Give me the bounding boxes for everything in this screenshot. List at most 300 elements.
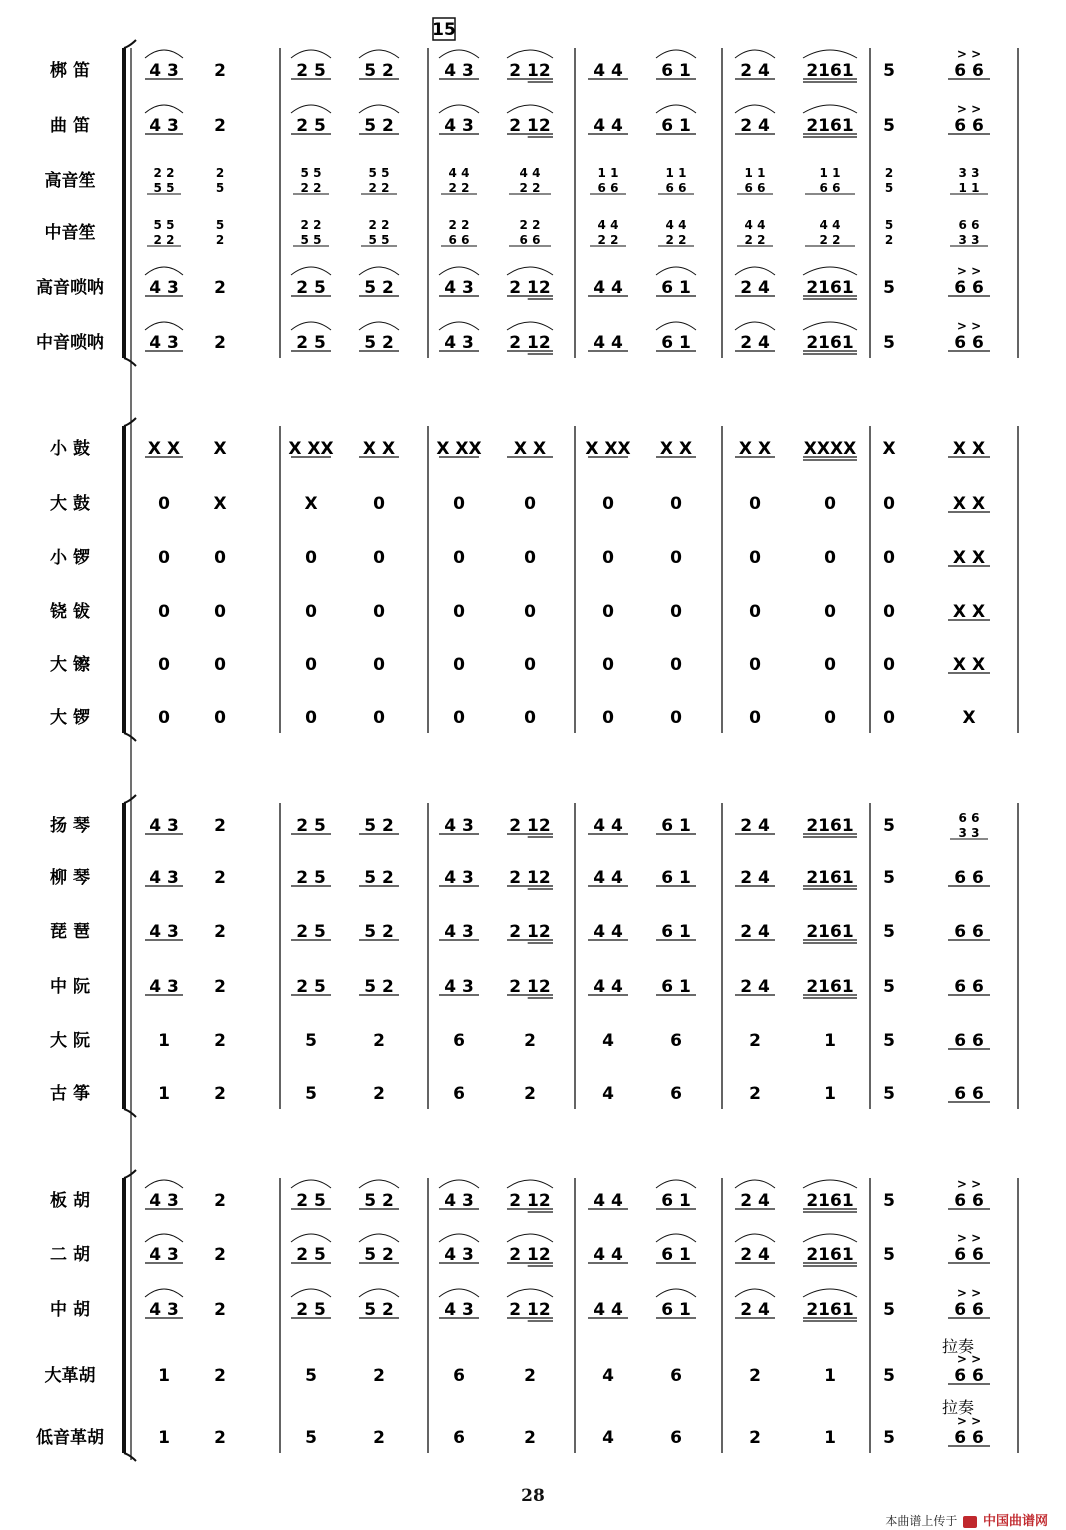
note-cell: 0 [749, 602, 761, 622]
note-cell: 4 4 [593, 116, 623, 136]
note-cell: 2161 [806, 116, 854, 136]
note-chord-upper: 5 5 [368, 166, 390, 180]
note-cell: 2 5 [296, 922, 326, 942]
note-cell: 2 [214, 922, 226, 942]
note-cell: 2 [214, 278, 226, 298]
note-cell: 5 [883, 278, 895, 298]
note-cell: 0 [305, 548, 317, 568]
accent-marks: > > [956, 1414, 982, 1428]
note-cell: 6 6 [954, 61, 984, 81]
note-cell: X XX [585, 439, 631, 459]
instrument-name: 二 胡 [50, 1245, 90, 1265]
note-cell: 0 [749, 548, 761, 568]
note-chord-upper: 1 1 [744, 166, 766, 180]
slur [507, 267, 553, 275]
slur [145, 322, 183, 330]
note-cell: 0 [158, 708, 170, 728]
note-cell: 0 [824, 494, 836, 514]
note-cell: X X [362, 439, 396, 459]
note-cell: 2 [214, 116, 226, 136]
note-cell: 0 [453, 655, 465, 675]
note-chord-upper: 5 5 [153, 218, 175, 232]
accent-marks: > > [956, 1352, 982, 1366]
note-cell: 0 [670, 655, 682, 675]
note-cell: 2 5 [296, 116, 326, 136]
instrument-name: 柳 琴 [50, 868, 90, 888]
note-cell: 5 [883, 1191, 895, 1211]
note-cell: 2 4 [740, 816, 770, 836]
note-cell: X [213, 439, 227, 459]
instrument-row [36, 1414, 990, 1448]
slur [735, 1234, 775, 1242]
note-cell: 2161 [806, 278, 854, 298]
note-cell: X X [513, 439, 547, 459]
slur [291, 1289, 331, 1297]
note-cell: 0 [373, 602, 385, 622]
note-cell: XXXX [803, 439, 857, 459]
instrument-group [36, 40, 1018, 366]
note-chord-upper: 6 6 [958, 218, 980, 232]
note-cell: 0 [749, 708, 761, 728]
note-cell: 0 [373, 708, 385, 728]
note-cell: 6 [453, 1428, 465, 1448]
note-cell: 4 4 [593, 977, 623, 997]
note-cell: X X [952, 494, 986, 514]
instrument-name: 中音唢呐 [36, 333, 104, 353]
note-cell: 5 [305, 1428, 317, 1448]
note-cell: 6 [670, 1366, 682, 1386]
slur [359, 267, 399, 275]
note-cell: 2 12 [509, 1191, 551, 1211]
note-cell: 2 4 [740, 278, 770, 298]
note-chord-upper: 5 5 [300, 166, 322, 180]
note-cell: 2161 [806, 1191, 854, 1211]
note-cell: 0 [158, 655, 170, 675]
note-cell: 2 5 [296, 61, 326, 81]
instrument-row [50, 47, 990, 82]
note-chord-lower: 5 [884, 181, 894, 195]
note-cell: 2 [524, 1366, 536, 1386]
instrument-row [50, 707, 976, 728]
note-cell: 4 3 [444, 278, 474, 298]
note-cell: 0 [602, 548, 614, 568]
note-chord-lower: 2 2 [819, 233, 841, 247]
note-cell: 2 4 [740, 333, 770, 353]
note-cell: X X [952, 439, 986, 459]
note-cell: 6 1 [661, 116, 691, 136]
note-cell: 0 [602, 655, 614, 675]
slur [291, 50, 331, 58]
note-cell: 5 2 [364, 816, 394, 836]
note-cell: 1 [158, 1366, 170, 1386]
note-cell: 2 [214, 1245, 226, 1265]
instrument-row [50, 811, 988, 840]
note-cell: 2161 [806, 868, 854, 888]
instrument-name: 大 镲 [50, 655, 90, 675]
note-cell: 0 [158, 494, 170, 514]
note-chord-lower: 2 2 [519, 181, 541, 195]
note-cell: 6 [453, 1084, 465, 1104]
note-cell: 2 [214, 868, 226, 888]
note-cell: 6 6 [954, 1300, 984, 1320]
note-cell: 0 [305, 708, 317, 728]
note-cell: 0 [883, 494, 895, 514]
note-cell: 2 [214, 1300, 226, 1320]
instrument-name: 板 胡 [50, 1191, 90, 1211]
note-cell: 4 3 [149, 868, 179, 888]
slur [735, 1180, 775, 1188]
rehearsal-mark [432, 18, 456, 40]
note-cell: 6 6 [954, 1428, 984, 1448]
note-cell: 0 [883, 602, 895, 622]
instrument-name: 琵 琶 [50, 922, 90, 942]
note-chord-lower: 5 5 [153, 181, 175, 195]
note-cell: 4 3 [444, 1191, 474, 1211]
instrument-name: 大革胡 [44, 1366, 96, 1386]
slur [507, 1289, 553, 1297]
slur [803, 50, 857, 58]
note-cell: 6 6 [954, 1191, 984, 1211]
note-cell: 0 [524, 548, 536, 568]
note-chord-upper: 1 1 [819, 166, 841, 180]
note-cell: X X [147, 439, 181, 459]
note-chord-lower: 3 3 [958, 233, 980, 247]
note-cell: 6 6 [954, 116, 984, 136]
instrument-row [36, 319, 990, 354]
note-cell: 5 2 [364, 278, 394, 298]
note-cell: 2 [214, 1191, 226, 1211]
bracket-hook [124, 795, 136, 803]
instrument-name: 大 阮 [50, 1031, 90, 1051]
note-cell: X X [952, 655, 986, 675]
note-cell: 4 3 [149, 816, 179, 836]
note-cell: 6 6 [954, 1366, 984, 1386]
note-cell: 2 [214, 1084, 226, 1104]
slur [291, 322, 331, 330]
note-cell: 0 [373, 548, 385, 568]
instrument-name: 曲 笛 [50, 116, 90, 136]
slur [145, 1289, 183, 1297]
note-cell: 0 [524, 655, 536, 675]
note-cell: 4 3 [149, 1191, 179, 1211]
note-cell: 4 3 [444, 1300, 474, 1320]
instrument-group [50, 795, 1018, 1117]
note-cell: 2 12 [509, 333, 551, 353]
note-cell: X [304, 494, 318, 514]
note-cell: X [962, 708, 976, 728]
slur [507, 322, 553, 330]
accent-marks: > > [956, 264, 982, 278]
note-cell: 2 [214, 816, 226, 836]
slur [145, 1180, 183, 1188]
note-cell: 0 [453, 548, 465, 568]
bracket-hook [124, 358, 136, 366]
note-cell: 6 6 [954, 278, 984, 298]
note-cell: 4 3 [444, 1245, 474, 1265]
note-cell: 1 [158, 1428, 170, 1448]
note-chord-upper: 4 4 [665, 218, 687, 232]
site-logo-icon [963, 1516, 977, 1528]
note-cell: 5 [883, 333, 895, 353]
note-cell: 5 [883, 116, 895, 136]
note-cell: 0 [214, 602, 226, 622]
note-chord-upper: 4 4 [597, 218, 619, 232]
note-cell: 2 [749, 1428, 761, 1448]
instrument-row [45, 218, 989, 247]
note-chord-lower: 3 3 [958, 826, 980, 840]
note-chord-upper: 1 1 [665, 166, 687, 180]
note-cell: 4 3 [149, 1300, 179, 1320]
note-cell: 2 5 [296, 333, 326, 353]
note-cell: 4 3 [149, 1245, 179, 1265]
note-chord-lower: 2 2 [368, 181, 390, 195]
instrument-name: 铙 钹 [50, 602, 90, 622]
note-cell: 4 3 [444, 977, 474, 997]
note-cell: 5 [883, 1031, 895, 1051]
instrument-name: 中 胡 [50, 1300, 90, 1320]
note-cell: 5 2 [364, 116, 394, 136]
note-chord-lower: 1 1 [958, 181, 980, 195]
note-chord-upper: 5 [884, 218, 894, 232]
note-cell: 0 [524, 708, 536, 728]
bracket-hook [124, 40, 136, 48]
page-number: 28 [521, 1486, 545, 1506]
note-cell: 2 4 [740, 116, 770, 136]
note-chord-lower: 2 2 [597, 233, 619, 247]
note-cell: 6 1 [661, 922, 691, 942]
note-cell: 5 2 [364, 868, 394, 888]
note-chord-lower: 6 6 [448, 233, 470, 247]
note-cell: 4 [602, 1084, 614, 1104]
note-cell: 0 [670, 494, 682, 514]
note-cell: 0 [305, 602, 317, 622]
note-cell: 2 [373, 1084, 385, 1104]
slur [145, 50, 183, 58]
note-cell: 1 [824, 1031, 836, 1051]
instrument-row [50, 1083, 990, 1104]
note-cell: 0 [883, 708, 895, 728]
note-chord-lower: 2 [884, 233, 894, 247]
slur [439, 322, 479, 330]
footer-credit [885, 1510, 1048, 1529]
note-cell: 6 [453, 1031, 465, 1051]
note-cell: 2 [524, 1084, 536, 1104]
note-cell: 5 [883, 1245, 895, 1265]
note-cell: 2 [373, 1031, 385, 1051]
note-cell: 2 12 [509, 1245, 551, 1265]
note-cell: 5 2 [364, 977, 394, 997]
note-cell: 2 4 [740, 868, 770, 888]
note-cell: 6 [670, 1084, 682, 1104]
note-chord-upper: 1 1 [597, 166, 619, 180]
note-cell: 5 [883, 868, 895, 888]
note-cell: 4 4 [593, 1191, 623, 1211]
note-cell: 5 [305, 1084, 317, 1104]
note-cell: 6 1 [661, 61, 691, 81]
note-cell: 6 [453, 1366, 465, 1386]
note-chord-lower: 2 2 [665, 233, 687, 247]
note-cell: 5 [883, 922, 895, 942]
note-cell: 2 4 [740, 922, 770, 942]
slur [359, 1289, 399, 1297]
accent-marks: > > [956, 1231, 982, 1245]
note-chord-upper: 4 4 [819, 218, 841, 232]
slur [439, 50, 479, 58]
note-cell: 5 [883, 1428, 895, 1448]
note-cell: 4 4 [593, 1245, 623, 1265]
slur [656, 1180, 696, 1188]
note-cell: X X [738, 439, 772, 459]
note-cell: 2 5 [296, 278, 326, 298]
note-cell: 0 [305, 655, 317, 675]
note-cell: 5 2 [364, 1245, 394, 1265]
note-cell: 2 [214, 1031, 226, 1051]
note-cell: 1 [158, 1031, 170, 1051]
note-cell: 6 [670, 1031, 682, 1051]
note-cell: 2 [214, 977, 226, 997]
note-cell: 0 [883, 655, 895, 675]
note-chord-upper: 2 2 [368, 218, 390, 232]
note-chord-upper: 4 4 [448, 166, 470, 180]
note-cell: 5 [305, 1366, 317, 1386]
instrument-row [50, 493, 990, 514]
note-cell: 1 [824, 1084, 836, 1104]
note-cell: 4 3 [149, 977, 179, 997]
playing-instruction: 拉奏 [941, 1337, 975, 1356]
note-chord-upper: 2 2 [519, 218, 541, 232]
instrument-row [50, 438, 990, 460]
instrument-name: 低音革胡 [36, 1428, 104, 1448]
note-cell: 2 12 [509, 61, 551, 81]
note-cell: 4 4 [593, 868, 623, 888]
note-cell: 4 3 [149, 278, 179, 298]
note-cell: 2 5 [296, 977, 326, 997]
note-cell: X [213, 494, 227, 514]
instrument-name: 中音笙 [44, 223, 96, 243]
slur [803, 105, 857, 113]
note-cell: 0 [824, 548, 836, 568]
note-cell: 2 12 [509, 278, 551, 298]
note-cell: 2 4 [740, 977, 770, 997]
instrument-row [50, 601, 990, 622]
slur [291, 267, 331, 275]
note-chord-lower: 5 5 [368, 233, 390, 247]
slur [439, 1289, 479, 1297]
instrument-name: 高音笙 [44, 171, 96, 191]
slur [803, 267, 857, 275]
note-cell: 2 5 [296, 1300, 326, 1320]
slur [656, 322, 696, 330]
note-cell: 6 6 [954, 977, 984, 997]
playing-instruction: 拉奏 [941, 1398, 975, 1417]
note-cell: 2 [524, 1428, 536, 1448]
slur [291, 1180, 331, 1188]
instrument-name: 古 筝 [50, 1084, 90, 1104]
note-chord-lower: 5 5 [300, 233, 322, 247]
note-cell: 6 6 [954, 922, 984, 942]
instrument-row [45, 1352, 991, 1386]
instrument-row [50, 1177, 990, 1212]
note-chord-upper: 3 3 [958, 166, 980, 180]
note-cell: 4 3 [444, 922, 474, 942]
note-chord-lower: 2 2 [300, 181, 322, 195]
note-cell: 6 6 [954, 1031, 984, 1051]
bracket-hook [124, 1170, 136, 1178]
note-cell: 2 4 [740, 61, 770, 81]
note-cell: X X [659, 439, 693, 459]
note-cell: 4 4 [593, 1300, 623, 1320]
note-cell: 2 12 [509, 1300, 551, 1320]
slur [507, 1234, 553, 1242]
note-cell: 4 3 [149, 922, 179, 942]
note-cell: 4 3 [149, 61, 179, 81]
slur [439, 105, 479, 113]
note-cell: 2 12 [509, 868, 551, 888]
note-chord-upper: 2 [215, 166, 225, 180]
note-cell: 0 [373, 655, 385, 675]
bracket-hook [124, 1453, 136, 1461]
note-chord-upper: 6 6 [958, 811, 980, 825]
note-cell: 2 4 [740, 1191, 770, 1211]
slur [359, 322, 399, 330]
note-cell: 2 [373, 1366, 385, 1386]
note-chord-lower: 2 2 [744, 233, 766, 247]
note-cell: X X [952, 548, 986, 568]
note-cell: 5 [305, 1031, 317, 1051]
instrument-row [45, 166, 989, 195]
note-chord-lower: 2 2 [153, 233, 175, 247]
note-cell: 0 [524, 602, 536, 622]
note-cell: 5 [883, 61, 895, 81]
slur [145, 1234, 183, 1242]
note-cell: 5 [883, 1300, 895, 1320]
note-cell: 0 [602, 494, 614, 514]
note-chord-lower: 6 6 [519, 233, 541, 247]
note-cell: 6 1 [661, 333, 691, 353]
note-chord-lower: 2 2 [448, 181, 470, 195]
note-cell: 0 [602, 708, 614, 728]
note-cell: 5 2 [364, 1191, 394, 1211]
slur [803, 322, 857, 330]
instrument-row [50, 922, 990, 943]
footer-text: 本曲谱上传于 [885, 1514, 958, 1528]
note-cell: 4 4 [593, 61, 623, 81]
note-chord-lower: 6 6 [597, 181, 619, 195]
note-cell: 2 [749, 1031, 761, 1051]
slur [359, 1234, 399, 1242]
instrument-name: 高音唢呐 [36, 278, 104, 298]
note-cell: 2 [214, 61, 226, 81]
footer-brand: 中国曲谱网 [982, 1514, 1048, 1529]
note-cell: 2 5 [296, 868, 326, 888]
instrument-row [36, 264, 990, 299]
note-cell: 2 [214, 1428, 226, 1448]
instrument-row [50, 102, 990, 137]
slur [439, 1180, 479, 1188]
note-cell: 4 4 [593, 278, 623, 298]
note-cell: 1 [158, 1084, 170, 1104]
bracket-hook [124, 418, 136, 426]
slur [507, 1180, 553, 1188]
note-cell: 2 5 [296, 1191, 326, 1211]
note-cell: 2161 [806, 1300, 854, 1320]
note-cell: X XX [288, 439, 334, 459]
note-cell: 0 [524, 494, 536, 514]
accent-marks: > > [956, 47, 982, 61]
instrument-name: 中 阮 [50, 977, 90, 997]
note-cell: 0 [214, 548, 226, 568]
slur [145, 105, 183, 113]
